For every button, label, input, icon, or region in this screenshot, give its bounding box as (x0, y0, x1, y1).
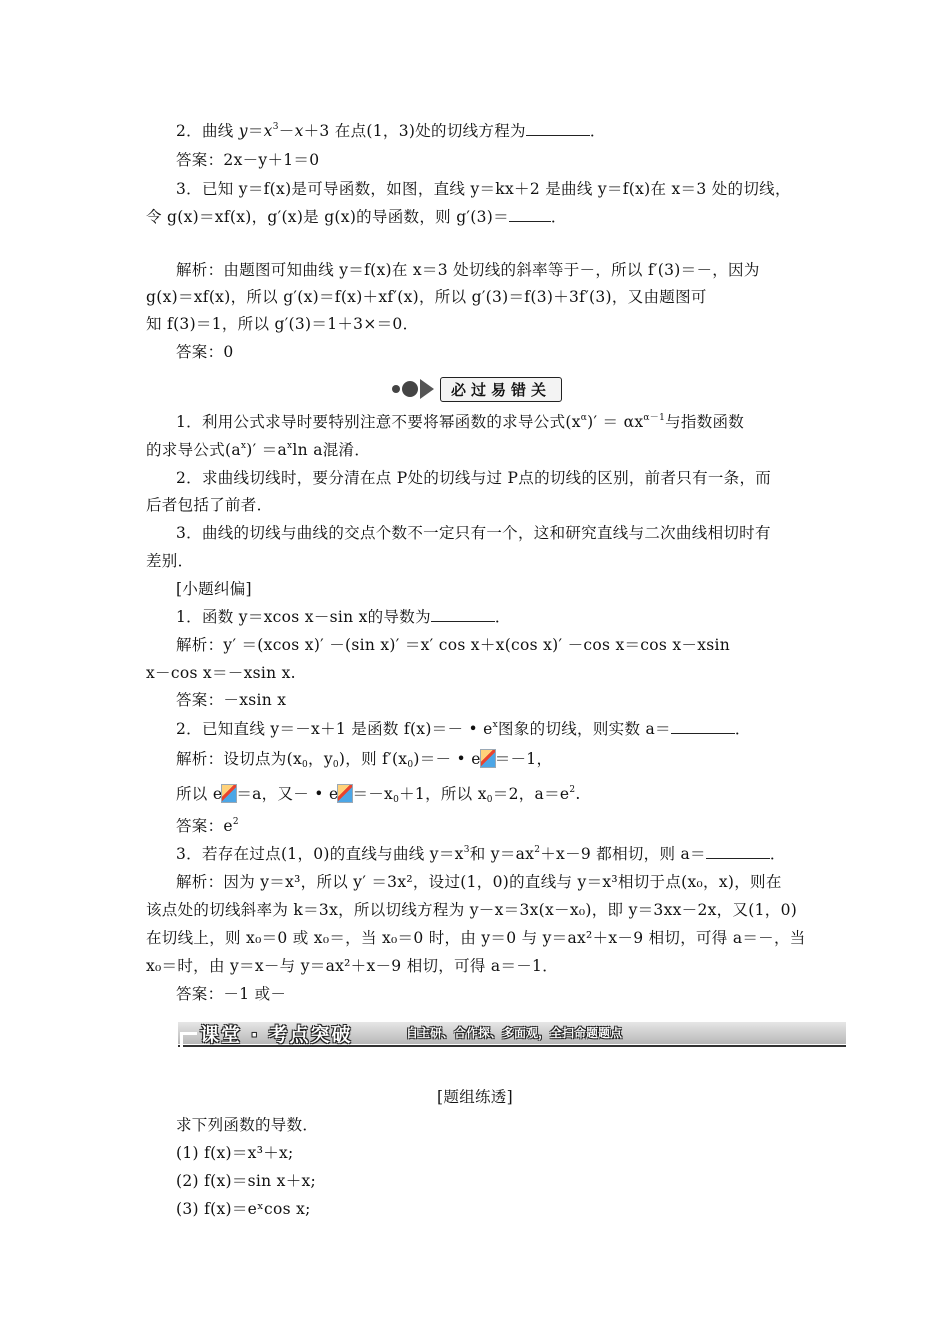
bullet-dot-icon (402, 381, 418, 397)
pitfall-3-line2: 差别． (146, 552, 194, 570)
mini-solution-2-line2: 所以 e ＝a，又－ • $e =-x_0+1$，所以 $x_0=2$，$a=e^2$. (176, 785, 581, 805)
broken-formula-image-icon (338, 785, 352, 802)
solution-3-line3: 知 f(3)＝1，所以 g′(3)＝1＋3×＝0． (146, 315, 419, 333)
answer-blank (671, 720, 735, 734)
question-2: 2．曲线 $y=x^3-x+3$ 在点(1，3)处的切线方程为 ． (176, 122, 606, 140)
broken-formula-image-icon (222, 785, 236, 802)
banner-title: 课堂 · 考点突破 (200, 1024, 353, 1046)
arrow-right-icon (420, 379, 434, 399)
answer-blank (509, 208, 551, 222)
pitfall-2-line2: 后者包括了前者． (146, 496, 273, 514)
solution-3-line2: g(x)＝xf(x)，所以 g′(x)＝f(x)＋xf′(x)，所以 g′(3)＝f(3)＋3f′(3)，又由题图可 (146, 288, 707, 306)
answer-blank (706, 845, 770, 859)
broken-formula-image-icon (481, 750, 495, 767)
banner-title: 必过易错关 (440, 377, 562, 402)
practice-item-3: (3) f(x)＝eˣcos x; (176, 1200, 311, 1218)
pitfall-2-line1: 2．求曲线切线时，要分清在点 P处的切线与过 P点的切线的区别，前者只有一条，而 (176, 469, 772, 487)
mini-solution-2-line1: 解析：设切点为($x_0$，$y_0$)，则 $f'(x_0)=-$ • e ＝－1， (176, 750, 553, 770)
mini-solution-3-line1: 解析：因为 y＝x³，所以 y′ ＝3x²，设过(1，0)的直线与 y＝x³相切于点(x₀，x)，则在 (176, 873, 782, 891)
practice-header: [题组练透] (437, 1088, 513, 1106)
mini-solution-1-line2: x－cos x＝－xsin x. (146, 664, 296, 682)
answer-blank (431, 608, 495, 622)
pitfall-3-line1: 3．曲线的切线与曲线的交点个数不一定只有一个，这和研究直线与二次曲线相切时有 (176, 524, 771, 542)
mini-solution-3-line3: 在切线上，则 x₀＝0 或 x₀＝，当 x₀＝0 时，由 y＝0 与 y＝ax²＋x－9 相切，可得 a＝－，当 (146, 929, 806, 947)
mini-question-1: 1．函数 y＝xcos x－sin x的导数为 ． (176, 608, 511, 626)
pitfall-1-line2: 的求导公式$(a^x)' =a^x\ln$ a混淆． (146, 441, 371, 459)
mini-header: [小题纠偏] (176, 580, 252, 598)
banner-hook-icon (180, 1032, 197, 1047)
mini-answer-2: 答案：$e^2$ (176, 817, 239, 835)
practice-prompt: 求下列函数的导数． (176, 1116, 319, 1134)
practice-item-1: (1) f(x)＝x³＋x; (176, 1144, 294, 1162)
mini-answer-1: 答案：－xsin x (176, 691, 287, 709)
section-banner-classroom (178, 1022, 846, 1048)
pitfall-1-line1: 1．利用公式求导时要特别注意不要将幂函数的求导公式$(x^\alpha)' = \alpha x^{\alpha-1}$与指数函数 (176, 413, 745, 431)
question-3-line1: 3．已知 y＝f(x)是可导函数，如图，直线 y＝kx＋2 是曲线 y＝f(x)在 x＝3 处的切线， (176, 180, 791, 198)
section-banner-pitfalls (392, 376, 562, 402)
answer-blank (526, 122, 590, 136)
practice-item-2: (2) f(x)＝sin x＋x; (176, 1172, 317, 1190)
mini-answer-3: 答案：－1 或－ (176, 985, 287, 1003)
solution-3-line1: 解析：由题图可知曲线 y＝f(x)在 x＝3 处切线的斜率等于－，所以 f′(3)＝－，因为 (176, 261, 760, 279)
question-3-line2: 令 g(x)＝xf(x)，g′(x)是 g(x)的导函数，则 g′(3)＝ ． (146, 208, 567, 226)
answer-3: 答案：0 (176, 343, 234, 361)
banner-subtitle: 自主研、合作探、多面观，全扫命题题点 (406, 1026, 623, 1040)
mini-question-2: 2．已知直线 y＝－x＋1 是函数 f(x)＝－ • $e^x$图象的切线，则实数 a＝ ． (176, 720, 751, 738)
answer-2: 答案：2x－y＋1＝0 (176, 151, 320, 169)
bullet-dot-icon (392, 385, 400, 393)
mini-solution-1-line1: 解析：y′ ＝(xcos x)′ －(sin x)′ ＝x′ cos x＋x(cos x)′ －cos x＝cos x－xsin (176, 636, 731, 654)
mini-question-3: 3．若存在过点(1，0)的直线与曲线 $y=x^3$和 $y=ax^2+x-9$ 都相切，则 a＝ ． (176, 845, 786, 863)
mini-solution-3-line4: x₀＝时，由 y＝x－与 y＝ax²＋x－9 相切，可得 a＝－1． (146, 957, 559, 975)
mini-solution-3-line2: 该点处的切线斜率为 k＝3x，所以切线方程为 y－x＝3x(x－x₀)，即 y＝3xx－2x，又(1，0) (146, 901, 798, 919)
